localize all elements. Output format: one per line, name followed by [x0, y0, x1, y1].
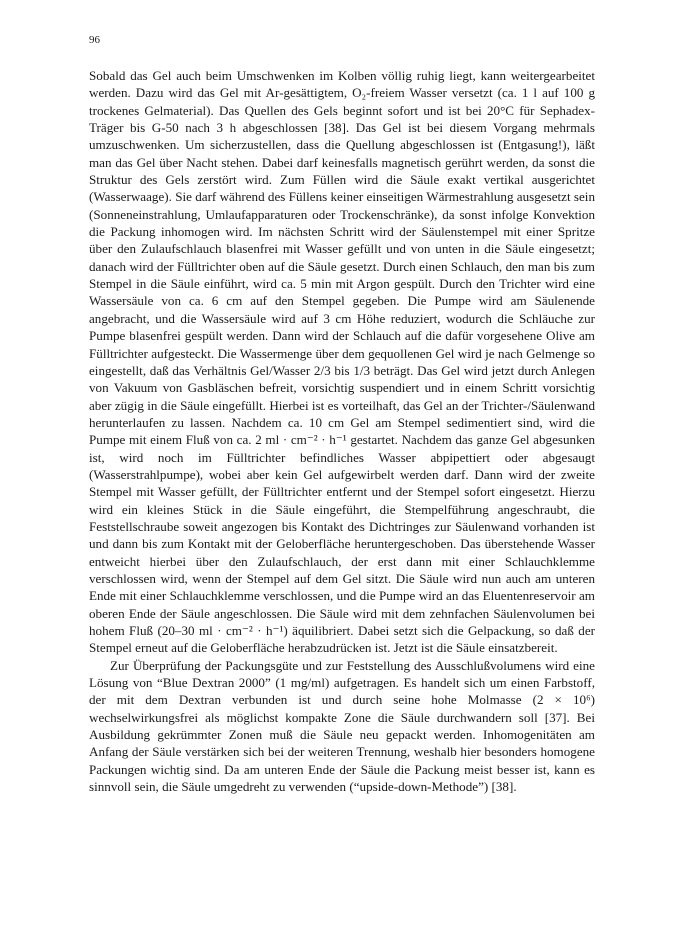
- body-text: [89, 67, 595, 795]
- paragraph-packing-quality: Zur Überprüfung der Packungsgüte und zur Feststellung des Ausschlußvolumens wird eine Lösung von “Blue Dextran 2000” (1 mg/ml) aufgetragen. Es handelt sich um einen Farbstoff, der mit dem Dextran verbunden ist und durch seine hohe Molmasse (2 × 10⁶) wechselwirkungsfrei als möglichst kompakte Zone die Säule durchwandern soll [37]. Bei Ausbildung gekrümmter Zonen muß die Säule neu gepackt werden. Inhomogenitäten am Anfang der Säule verstärken sich bei der weiteren Trennung, weshalb hier besonders homogene Packungen wichtig sind. Da am unteren Ende der Säule die Packung meist besser ist, kann es sinnvoll sein, die Säule umgedreht zu verwenden (“upside-down-Methode”) [38].: [89, 657, 595, 795]
- page-number: 96: [89, 34, 100, 46]
- paragraph-gel-preparation: Sobald das Gel auch beim Umschwenken im Kolben völlig ruhig liegt, kann weitergearbeitet werden. Dazu wird das Gel mit Ar-gesättigtem, O₂-freiem Wasser versetzt (ca. 1 l auf 100 g trockenes Gelmaterial). Das Quellen des Gels beginnt sofort und ist bei 20°C für Sephadex-Träger bis G-50 nach 3 h abgeschlossen [38]. Das Gel ist bei diesem Vorgang mehrmals umzuschwenken. Um sicherzustellen, dass die Quellung abgeschlossen ist (Entgasung!), läßt man das Gel über Nacht stehen. Dabei darf keinesfalls magnetisch gerührt werden, da sonst die Struktur des Gels zerstört wird. Zum Füllen wird die Säule exakt vertikal ausgerichtet (Wasserwaage). Sie darf während des Füllens keiner einseitigen Wärmestrahlung ausgesetzt sein (Sonneneinstrahlung, Umlaufapparaturen oder Trockenschränke), da sonst infolge Konvektion die Packung inhomogen wird. Im nächsten Schritt wird der Säulenstempel mit einer Spritze über den Zulaufschlauch blasenfrei mit Wasser gefüllt und von unten in die Säule eingesetzt; danach wird der Fülltrichter oben auf die Säule gesetzt. Durch einen Schlauch, den man bis zum Stempel in die Säule einführt, wird ca. 5 min mit Argon gespült. Durch den Trichter wird eine Wassersäule von ca. 6 cm auf den Stempel gegeben. Die Pumpe wird am Säulenende angebracht, und die Wassersäule wird auf 3 cm Höhe reduziert, wodurch die Schläuche zur Pumpe blasenfrei gespült werden. Dann wird der Schlauch auf die dafür vorgesehene Olive am Fülltrichter aufgesteckt. Die Wassermenge über dem gequollenen Gel wird je nach Gelmenge so eingestellt, daß das Verhältnis Gel/Wasser 2/3 bis 1/3 beträgt. Das Gel wird jetzt durch Anlegen von Vakuum von Gasbläschen befreit, vorsichtig suspendiert und in einem Schritt vorsichtig aber zügig in die Säule eingefüllt. Hierbei ist es vorteilhaft, das Gel an der Trichter-/Säulenwand herunterlaufen zu lassen. Nachdem ca. 10 cm Gel am Stempel sedimentiert sind, wird die Pumpe mit einem Fluß von ca. 2 ml · cm⁻² · h⁻¹ gestartet. Nachdem das ganze Gel abgesunken ist, wird noch im Fülltrichter befindliches Wasser abpipettiert oder abgesaugt (Wasserstrahlpumpe), wobei aber kein Gel aufgewirbelt werden darf. Dann wird der zweite Stempel mit Wasser gefüllt, der Fülltrichter entfernt und der Stempel sofort eingesetzt. Hierzu wird ein kleines Stück in die Säule eingeführt, die Stempelführung angeschraubt, die Feststellschraube soweit angezogen bis Kontakt des Dichtringes zur Säulenwand vorhanden ist und dann bis zum Kontakt mit der Geloberfläche heruntergeschoben. Das überstehende Wasser entweicht hierbei über den Zulaufschlauch, der erst dann mit einer Schlauchklemme verschlossen wird, wenn der Stempel auf dem Gel sitzt. Die Säule wird nun auch am unteren Ende mit einer Schlauchklemme verschlossen, und die Pumpe wird an das Eluentenreservoir am oberen Ende der Säule angeschlossen. Die Säule wird mit dem zehnfachen Säulenvolumen bei hohem Fluß (20–30 ml · cm⁻² · h⁻¹) äquilibriert. Dabei setzt sich die Gelpackung, so daß der Stempel erneut auf die Geloberfläche herabzudrücken ist. Jetzt ist die Säule einsatzbereit.: [89, 68, 595, 656]
